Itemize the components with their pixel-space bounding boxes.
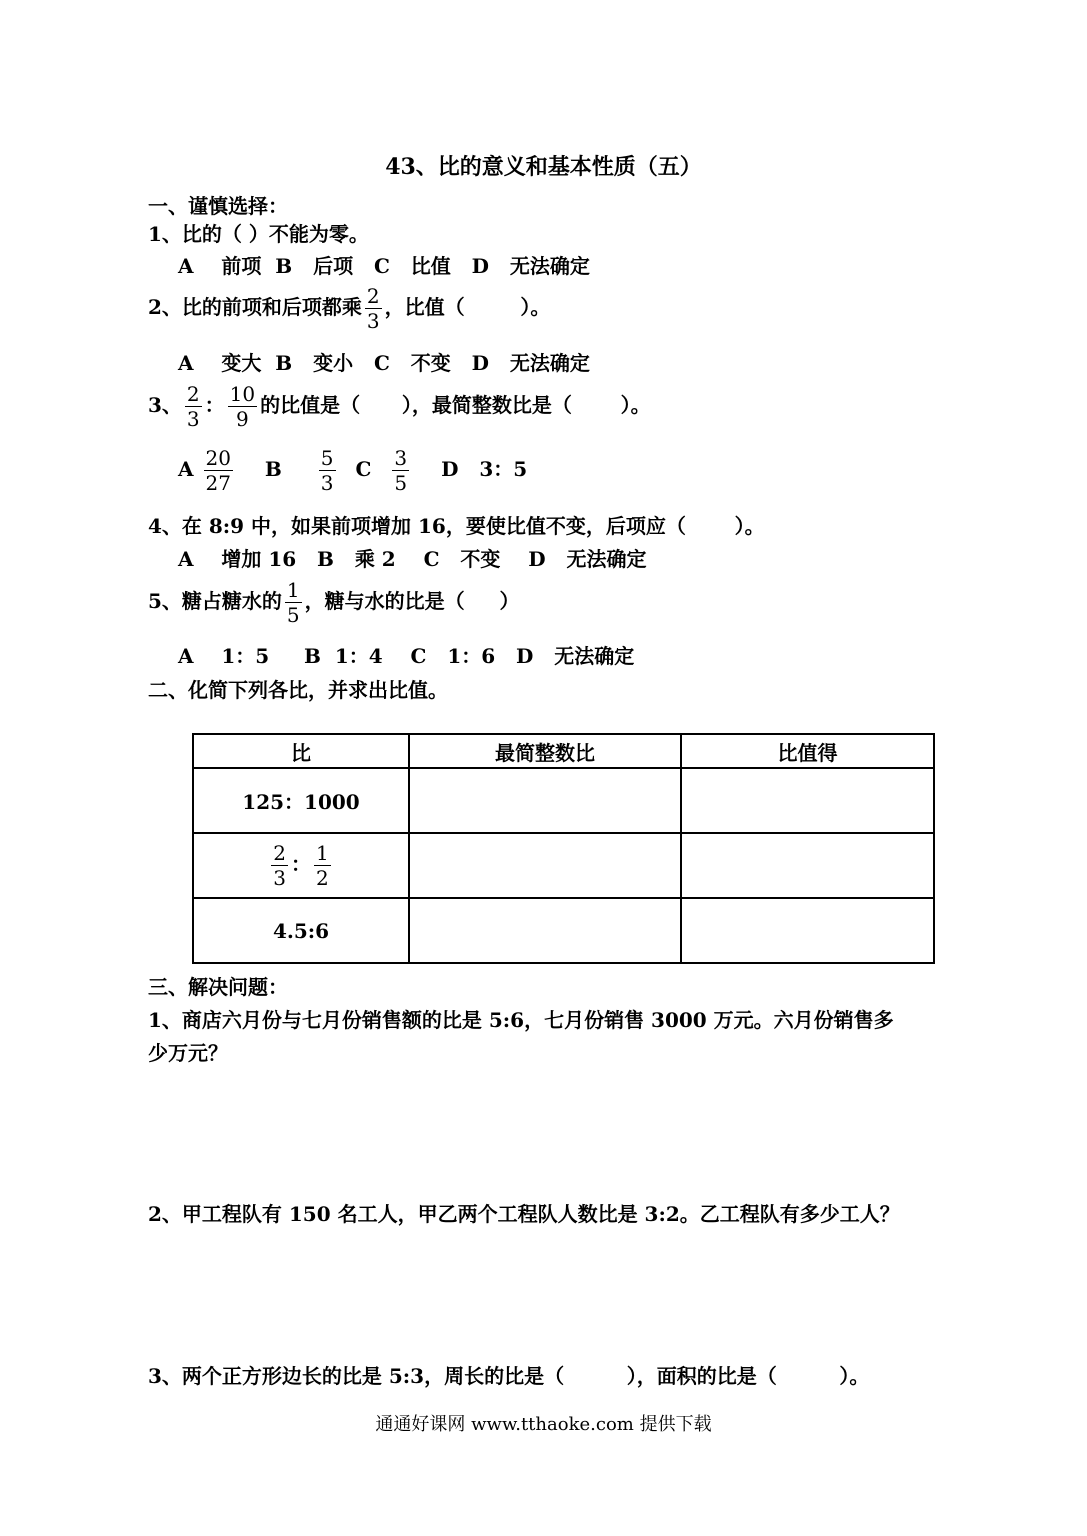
q3-options: [178, 446, 527, 495]
table-cell-ratio: 125：1000: [193, 768, 409, 833]
q1-options: A 前项 B 后项 C 比值 D 无法确定: [178, 254, 590, 278]
row2-fraction-2: [314, 841, 331, 890]
s3-q2: 2、甲工程队有 150 名工人，甲乙两个工程队人数比是 3:2。乙工程队有多少工人？: [148, 1202, 900, 1226]
q3-opt-b-den: 3: [320, 471, 334, 495]
table-cell-answer-simplest[interactable]: [409, 833, 681, 898]
q3-f1-den: 3: [186, 407, 200, 431]
q5-frac-num: 1: [286, 578, 300, 602]
q3-opt-a-label: A: [178, 457, 194, 481]
row2-colon: ：: [291, 852, 311, 876]
q3-opt-a-num: 20: [205, 446, 231, 470]
q3-f2-den: 9: [236, 407, 249, 431]
table-cell-answer-simplest[interactable]: [409, 898, 681, 963]
q3-f2-num: 10: [229, 382, 256, 406]
table-cell-answer-value[interactable]: [681, 898, 934, 963]
table-header-simplest: 最简整数比: [409, 734, 681, 768]
table-cell-answer-simplest[interactable]: [409, 768, 681, 833]
q2-options: A 变大 B 变小 C 不变 D 无法确定: [178, 351, 590, 375]
q2-frac-num: 2: [366, 284, 380, 308]
row2-fraction-1: [271, 841, 288, 890]
row2-num1: 2: [273, 841, 286, 865]
ratio-table: [192, 733, 935, 964]
page-title: 43、比的意义和基本性质（五）: [385, 154, 702, 180]
q3-opt-b-num: 5: [320, 446, 334, 470]
table-cell-ratio: [193, 833, 409, 898]
row2-den2: 2: [316, 866, 329, 890]
row2-num2: 1: [316, 841, 329, 865]
q5-options: A 1：5 B 1：4 C 1：6 D 无法确定: [178, 644, 635, 668]
section3-heading: 三、解决问题：: [148, 975, 288, 999]
q5-post: ，糖与水的比是（ ）: [304, 589, 520, 613]
table-row: [193, 833, 934, 898]
q5-frac-den: 5: [286, 603, 300, 627]
table-cell-ratio: 4.5:6: [193, 898, 409, 963]
section2-heading: 二、化简下列各比，并求出比值。: [148, 678, 448, 702]
table-row: [193, 768, 934, 833]
q3-opt-c-label: C: [355, 457, 372, 481]
q3-colon: ：: [204, 393, 225, 417]
table-cell-answer-value[interactable]: [681, 768, 934, 833]
s3-q3: 3、两个正方形边长的比是 5:3，周长的比是（ ），面积的比是（ ）。: [148, 1364, 870, 1388]
q3-opt-a-den: 27: [205, 471, 231, 495]
q4-text: 4、在 8:9 中，如果前项增加 16，要使比值不变，后项应（ ）。: [148, 514, 765, 538]
q3-fraction-1: [185, 382, 202, 431]
q1-text: 1、比的（ ）不能为零。: [148, 222, 369, 246]
q2-post: ，比值（ ）。: [384, 295, 551, 319]
q3-opt-b-fraction: [319, 446, 336, 495]
q3-opt-c-den: 5: [394, 471, 408, 495]
s3-q1-line1: 1、商店六月份与七月份销售额的比是 5:6，七月份销售 3000 万元。六月份销售多: [148, 1008, 894, 1032]
q2-frac-den: 3: [366, 309, 380, 333]
table-header-ratio: 比: [193, 734, 409, 768]
row2-den1: 3: [273, 866, 286, 890]
q4-options: A 增加 16 B 乘 2 C 不变 D 无法确定: [178, 547, 647, 571]
q5-text: [148, 578, 519, 627]
q3-pre: 3、: [148, 393, 182, 417]
table-header-value: 比值得: [681, 734, 934, 768]
q3-fraction-2: [228, 382, 257, 431]
table-cell-answer-value[interactable]: [681, 833, 934, 898]
page-footer: 通通好课网 www.tthaoke.com 提供下载: [375, 1414, 712, 1435]
q2-pre: 2、比的前项和后项都乘: [148, 295, 362, 319]
q3-opt-c-fraction: [392, 446, 409, 495]
s3-q1-line2: 少万元？: [148, 1041, 228, 1065]
q3-text: [148, 382, 651, 431]
q2-text: [148, 284, 550, 333]
q3-opt-b-label: B: [264, 457, 282, 481]
q3-opt-a-fraction: [204, 446, 233, 495]
q5-fraction: [285, 578, 302, 627]
q3-opt-d: D 3：5: [441, 457, 528, 481]
q3-post: 的比值是（ ），最简整数比是（ ）。: [260, 393, 651, 417]
table-row: [193, 898, 934, 963]
q2-fraction: [365, 284, 382, 333]
q5-pre: 5、糖占糖水的: [148, 589, 282, 613]
table-header-row: [193, 734, 934, 768]
q3-opt-c-num: 3: [394, 446, 408, 470]
q3-f1-num: 2: [186, 382, 200, 406]
section1-heading: 一、谨慎选择：: [148, 194, 288, 218]
